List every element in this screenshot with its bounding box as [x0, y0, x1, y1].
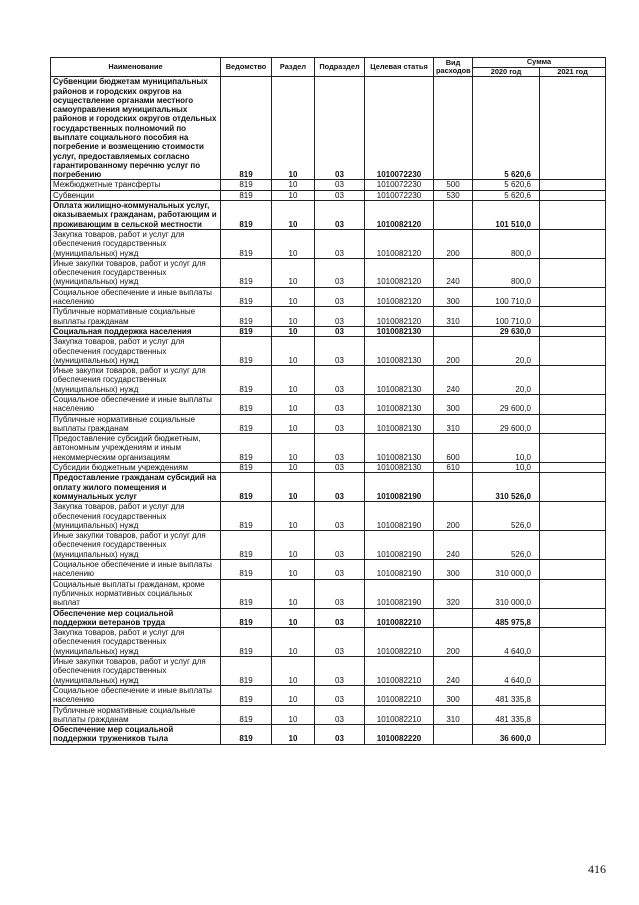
- row-sum-2021: [540, 180, 606, 190]
- row-vid: 310: [434, 414, 473, 434]
- row-name: Закупка товаров, работ и услуг для обеспечения государственных (муниципальных) нужд: [51, 628, 221, 657]
- table-row: [51, 685, 606, 705]
- row-sum-2021: [540, 657, 606, 686]
- header-sum: Сумма: [473, 58, 606, 68]
- row-vedomstvo: 819: [221, 628, 272, 657]
- row-target: 1010082120: [365, 287, 434, 307]
- row-razdel: 10: [272, 502, 315, 531]
- row-razdel: 10: [272, 628, 315, 657]
- row-target: 1010072230: [365, 190, 434, 200]
- row-vid: 610: [434, 463, 473, 473]
- table-row: [51, 180, 606, 190]
- row-vid: 300: [434, 287, 473, 307]
- row-vid: 200: [434, 628, 473, 657]
- row-podrazdel: 03: [315, 201, 365, 230]
- row-podrazdel: 03: [315, 579, 365, 608]
- row-name: Субвенции бюджетам муниципальных районов и городских округов на осуществление органами местного самоуправления муниципальных районов и городских округов отдельных государственных полномочий по выплате социального пособия на погребение и возмещению стоимости услуг, предоставляемых согласно гарантированному перечню услуг по погребению: [51, 77, 221, 180]
- row-vedomstvo: 819: [221, 657, 272, 686]
- table-row: [51, 77, 606, 180]
- row-sum-2021: [540, 502, 606, 531]
- row-sum-2020: 310 000,0: [473, 560, 540, 580]
- row-podrazdel: 03: [315, 190, 365, 200]
- row-vedomstvo: 819: [221, 326, 272, 336]
- row-razdel: 10: [272, 434, 315, 463]
- row-target: 1010082190: [365, 502, 434, 531]
- row-vid: 300: [434, 560, 473, 580]
- row-sum-2020: 29 600,0: [473, 395, 540, 415]
- row-sum-2020: 481 335,8: [473, 705, 540, 725]
- row-name: Межбюджетные трансферты: [51, 180, 221, 190]
- row-vedomstvo: 819: [221, 180, 272, 190]
- header-name: Наименование: [51, 58, 221, 77]
- row-sum-2021: [540, 287, 606, 307]
- table-row: [51, 705, 606, 725]
- row-podrazdel: 03: [315, 307, 365, 327]
- row-sum-2021: [540, 725, 606, 745]
- row-vid: 240: [434, 657, 473, 686]
- row-sum-2020: 485 975,8: [473, 608, 540, 628]
- row-target: 1010082120: [365, 229, 434, 258]
- row-target: 1010082190: [365, 531, 434, 560]
- row-razdel: 10: [272, 579, 315, 608]
- table-row: [51, 502, 606, 531]
- row-vid: 200: [434, 502, 473, 531]
- row-vid: 600: [434, 434, 473, 463]
- row-razdel: 10: [272, 307, 315, 327]
- row-razdel: 10: [272, 414, 315, 434]
- row-razdel: 10: [272, 473, 315, 502]
- row-vid: 310: [434, 705, 473, 725]
- row-podrazdel: 03: [315, 414, 365, 434]
- row-podrazdel: 03: [315, 531, 365, 560]
- row-sum-2020: 20,0: [473, 337, 540, 366]
- row-target: 1010082210: [365, 628, 434, 657]
- row-target: 1010082210: [365, 705, 434, 725]
- row-sum-2021: [540, 531, 606, 560]
- row-vid: 200: [434, 229, 473, 258]
- row-sum-2020: 5 620,6: [473, 180, 540, 190]
- row-podrazdel: 03: [315, 608, 365, 628]
- row-sum-2020: 36 600,0: [473, 725, 540, 745]
- table-row: [51, 657, 606, 686]
- row-vid: 240: [434, 258, 473, 287]
- table-row: [51, 190, 606, 200]
- row-vedomstvo: 819: [221, 502, 272, 531]
- header-podrazdel: Подраздел: [315, 58, 365, 77]
- row-sum-2020: 526,0: [473, 502, 540, 531]
- row-vid: 300: [434, 395, 473, 415]
- table-row: [51, 337, 606, 366]
- table-row: [51, 473, 606, 502]
- row-name: Публичные нормативные социальные выплаты гражданам: [51, 705, 221, 725]
- table-row: [51, 395, 606, 415]
- row-vid: 300: [434, 685, 473, 705]
- table-row: [51, 414, 606, 434]
- row-razdel: 10: [272, 560, 315, 580]
- row-name: Социальное обеспечение и иные выплаты населению: [51, 287, 221, 307]
- table-row: [51, 725, 606, 745]
- row-sum-2020: 526,0: [473, 531, 540, 560]
- row-target: 1010082130: [365, 463, 434, 473]
- row-sum-2020: 5 620,6: [473, 77, 540, 180]
- row-vid: [434, 725, 473, 745]
- row-target: 1010082120: [365, 258, 434, 287]
- row-name: Субсидии бюджетным учреждениям: [51, 463, 221, 473]
- budget-table-sheet: [50, 57, 605, 745]
- table-row: [51, 531, 606, 560]
- row-sum-2021: [540, 201, 606, 230]
- row-podrazdel: 03: [315, 258, 365, 287]
- row-razdel: 10: [272, 725, 315, 745]
- table-row: [51, 229, 606, 258]
- row-razdel: 10: [272, 287, 315, 307]
- row-sum-2021: [540, 705, 606, 725]
- row-podrazdel: 03: [315, 705, 365, 725]
- row-vedomstvo: 819: [221, 201, 272, 230]
- row-target: 1010082210: [365, 657, 434, 686]
- table-body: [51, 77, 606, 744]
- row-target: 1010082130: [365, 434, 434, 463]
- row-sum-2021: [540, 190, 606, 200]
- row-name: Социальная поддержка населения: [51, 326, 221, 336]
- row-sum-2021: [540, 628, 606, 657]
- row-vedomstvo: 819: [221, 434, 272, 463]
- row-vid: [434, 608, 473, 628]
- header-razdel: Раздел: [272, 58, 315, 77]
- row-vedomstvo: 819: [221, 608, 272, 628]
- row-razdel: 10: [272, 705, 315, 725]
- row-podrazdel: 03: [315, 337, 365, 366]
- row-name: Социальное обеспечение и иные выплаты населению: [51, 560, 221, 580]
- row-sum-2021: [540, 337, 606, 366]
- row-vedomstvo: 819: [221, 531, 272, 560]
- header-target: Целевая статья: [365, 58, 434, 77]
- row-sum-2020: 29 630,0: [473, 326, 540, 336]
- row-name: Предоставление гражданам субсидий на оплату жилого помещения и коммунальных услуг: [51, 473, 221, 502]
- row-podrazdel: 03: [315, 77, 365, 180]
- row-podrazdel: 03: [315, 685, 365, 705]
- row-sum-2020: 800,0: [473, 258, 540, 287]
- row-razdel: 10: [272, 685, 315, 705]
- row-sum-2020: 5 620,6: [473, 190, 540, 200]
- row-razdel: 10: [272, 463, 315, 473]
- row-vedomstvo: 819: [221, 414, 272, 434]
- row-sum-2021: [540, 685, 606, 705]
- row-vedomstvo: 819: [221, 307, 272, 327]
- row-sum-2021: [540, 229, 606, 258]
- row-sum-2020: 481 335,8: [473, 685, 540, 705]
- header-vid: Вид расходов: [434, 58, 473, 77]
- row-sum-2021: [540, 366, 606, 395]
- row-target: 1010082120: [365, 307, 434, 327]
- row-podrazdel: 03: [315, 657, 365, 686]
- row-name: Оплата жилищно-коммунальных услуг, оказываемых гражданам, работающим и проживающим в сельской местности: [51, 201, 221, 230]
- row-razdel: 10: [272, 190, 315, 200]
- row-sum-2021: [540, 463, 606, 473]
- row-vedomstvo: 819: [221, 473, 272, 502]
- row-razdel: 10: [272, 337, 315, 366]
- row-target: 1010082130: [365, 337, 434, 366]
- table-row: [51, 258, 606, 287]
- table-row: [51, 434, 606, 463]
- row-vedomstvo: 819: [221, 579, 272, 608]
- row-name: Обеспечение мер социальной поддержки тружеников тыла: [51, 725, 221, 745]
- table-row: [51, 560, 606, 580]
- row-sum-2021: [540, 434, 606, 463]
- page-number: 416: [588, 862, 606, 876]
- row-razdel: 10: [272, 326, 315, 336]
- row-target: 1010082210: [365, 685, 434, 705]
- row-sum-2021: [540, 326, 606, 336]
- row-sum-2021: [540, 579, 606, 608]
- row-target: 1010072230: [365, 180, 434, 190]
- row-podrazdel: 03: [315, 287, 365, 307]
- row-name: Иные закупки товаров, работ и услуг для обеспечения государственных (муниципальных) нужд: [51, 657, 221, 686]
- row-target: 1010082130: [365, 414, 434, 434]
- budget-table: [50, 57, 606, 745]
- row-name: Предоставление субсидий бюджетным, автономным учреждениям и иным некоммерческим организациям: [51, 434, 221, 463]
- row-vedomstvo: 819: [221, 463, 272, 473]
- row-razdel: 10: [272, 77, 315, 180]
- row-podrazdel: 03: [315, 326, 365, 336]
- row-podrazdel: 03: [315, 366, 365, 395]
- row-sum-2021: [540, 307, 606, 327]
- table-row: [51, 579, 606, 608]
- table-row: [51, 628, 606, 657]
- row-name: Социальное обеспечение и иные выплаты населению: [51, 685, 221, 705]
- row-razdel: 10: [272, 657, 315, 686]
- row-podrazdel: 03: [315, 434, 365, 463]
- row-sum-2021: [540, 258, 606, 287]
- row-name: Иные закупки товаров, работ и услуг для обеспечения государственных (муниципальных) нужд: [51, 366, 221, 395]
- row-podrazdel: 03: [315, 180, 365, 190]
- row-razdel: 10: [272, 258, 315, 287]
- row-razdel: 10: [272, 395, 315, 415]
- table-row: [51, 307, 606, 327]
- row-vedomstvo: 819: [221, 685, 272, 705]
- row-podrazdel: 03: [315, 229, 365, 258]
- row-vid: 200: [434, 337, 473, 366]
- row-podrazdel: 03: [315, 560, 365, 580]
- row-vedomstvo: 819: [221, 705, 272, 725]
- row-sum-2020: 4 640,0: [473, 628, 540, 657]
- row-podrazdel: 03: [315, 395, 365, 415]
- row-vid: 240: [434, 531, 473, 560]
- row-target: 1010082130: [365, 366, 434, 395]
- row-vedomstvo: 819: [221, 287, 272, 307]
- row-name: Социальные выплаты гражданам, кроме публичных нормативных социальных выплат: [51, 579, 221, 608]
- row-vid: 310: [434, 307, 473, 327]
- row-name: Субвенции: [51, 190, 221, 200]
- row-razdel: 10: [272, 608, 315, 628]
- row-podrazdel: 03: [315, 725, 365, 745]
- row-sum-2020: 4 640,0: [473, 657, 540, 686]
- row-vid: 320: [434, 579, 473, 608]
- row-target: 1010082190: [365, 560, 434, 580]
- row-vid: [434, 326, 473, 336]
- row-vedomstvo: 819: [221, 258, 272, 287]
- row-name: Закупка товаров, работ и услуг для обеспечения государственных (муниципальных) нужд: [51, 337, 221, 366]
- row-vid: [434, 77, 473, 180]
- row-podrazdel: 03: [315, 628, 365, 657]
- row-vid: [434, 473, 473, 502]
- row-sum-2021: [540, 560, 606, 580]
- row-razdel: 10: [272, 229, 315, 258]
- row-razdel: 10: [272, 366, 315, 395]
- row-sum-2020: 310 000,0: [473, 579, 540, 608]
- row-sum-2021: [540, 608, 606, 628]
- row-vedomstvo: 819: [221, 366, 272, 395]
- table-row: [51, 608, 606, 628]
- row-vid: 240: [434, 366, 473, 395]
- table-row: [51, 287, 606, 307]
- row-sum-2020: 101 510,0: [473, 201, 540, 230]
- row-sum-2020: 10,0: [473, 463, 540, 473]
- row-target: 1010082190: [365, 579, 434, 608]
- row-sum-2021: [540, 395, 606, 415]
- row-vedomstvo: 819: [221, 337, 272, 366]
- table-row: [51, 201, 606, 230]
- row-name: Иные закупки товаров, работ и услуг для обеспечения государственных (муниципальных) нужд: [51, 258, 221, 287]
- row-target: 1010082120: [365, 201, 434, 230]
- row-sum-2020: 800,0: [473, 229, 540, 258]
- row-razdel: 10: [272, 180, 315, 190]
- row-razdel: 10: [272, 201, 315, 230]
- row-target: 1010082130: [365, 395, 434, 415]
- row-name: Обеспечение мер социальной поддержки ветеранов труда: [51, 608, 221, 628]
- row-vedomstvo: 819: [221, 190, 272, 200]
- row-podrazdel: 03: [315, 502, 365, 531]
- row-name: Социальное обеспечение и иные выплаты населению: [51, 395, 221, 415]
- table-row: [51, 366, 606, 395]
- row-sum-2020: 10,0: [473, 434, 540, 463]
- row-vedomstvo: 819: [221, 77, 272, 180]
- row-name: Закупка товаров, работ и услуг для обеспечения государственных (муниципальных) нужд: [51, 229, 221, 258]
- row-target: 1010072230: [365, 77, 434, 180]
- header-2021: 2021 год: [540, 68, 606, 77]
- row-podrazdel: 03: [315, 473, 365, 502]
- row-razdel: 10: [272, 531, 315, 560]
- row-vid: 500: [434, 180, 473, 190]
- row-name: Закупка товаров, работ и услуг для обеспечения государственных (муниципальных) нужд: [51, 502, 221, 531]
- table-row: [51, 463, 606, 473]
- row-sum-2021: [540, 414, 606, 434]
- header-vedomstvo: Ведомство: [221, 58, 272, 77]
- row-sum-2020: 20,0: [473, 366, 540, 395]
- row-target: 1010082210: [365, 608, 434, 628]
- row-sum-2021: [540, 473, 606, 502]
- row-vedomstvo: 819: [221, 229, 272, 258]
- table-row: [51, 326, 606, 336]
- row-sum-2021: [540, 77, 606, 180]
- row-target: 1010082130: [365, 326, 434, 336]
- row-vedomstvo: 819: [221, 560, 272, 580]
- row-name: Публичные нормативные социальные выплаты гражданам: [51, 307, 221, 327]
- row-sum-2020: 29 600,0: [473, 414, 540, 434]
- row-vid: 530: [434, 190, 473, 200]
- row-target: 1010082220: [365, 725, 434, 745]
- row-podrazdel: 03: [315, 463, 365, 473]
- row-target: 1010082190: [365, 473, 434, 502]
- row-vid: [434, 201, 473, 230]
- row-name: Публичные нормативные социальные выплаты гражданам: [51, 414, 221, 434]
- row-vedomstvo: 819: [221, 395, 272, 415]
- row-name: Иные закупки товаров, работ и услуг для обеспечения государственных (муниципальных) нужд: [51, 531, 221, 560]
- row-sum-2020: 310 526,0: [473, 473, 540, 502]
- row-sum-2020: 100 710,0: [473, 307, 540, 327]
- row-vedomstvo: 819: [221, 725, 272, 745]
- row-sum-2020: 100 710,0: [473, 287, 540, 307]
- header-2020: 2020 год: [473, 68, 540, 77]
